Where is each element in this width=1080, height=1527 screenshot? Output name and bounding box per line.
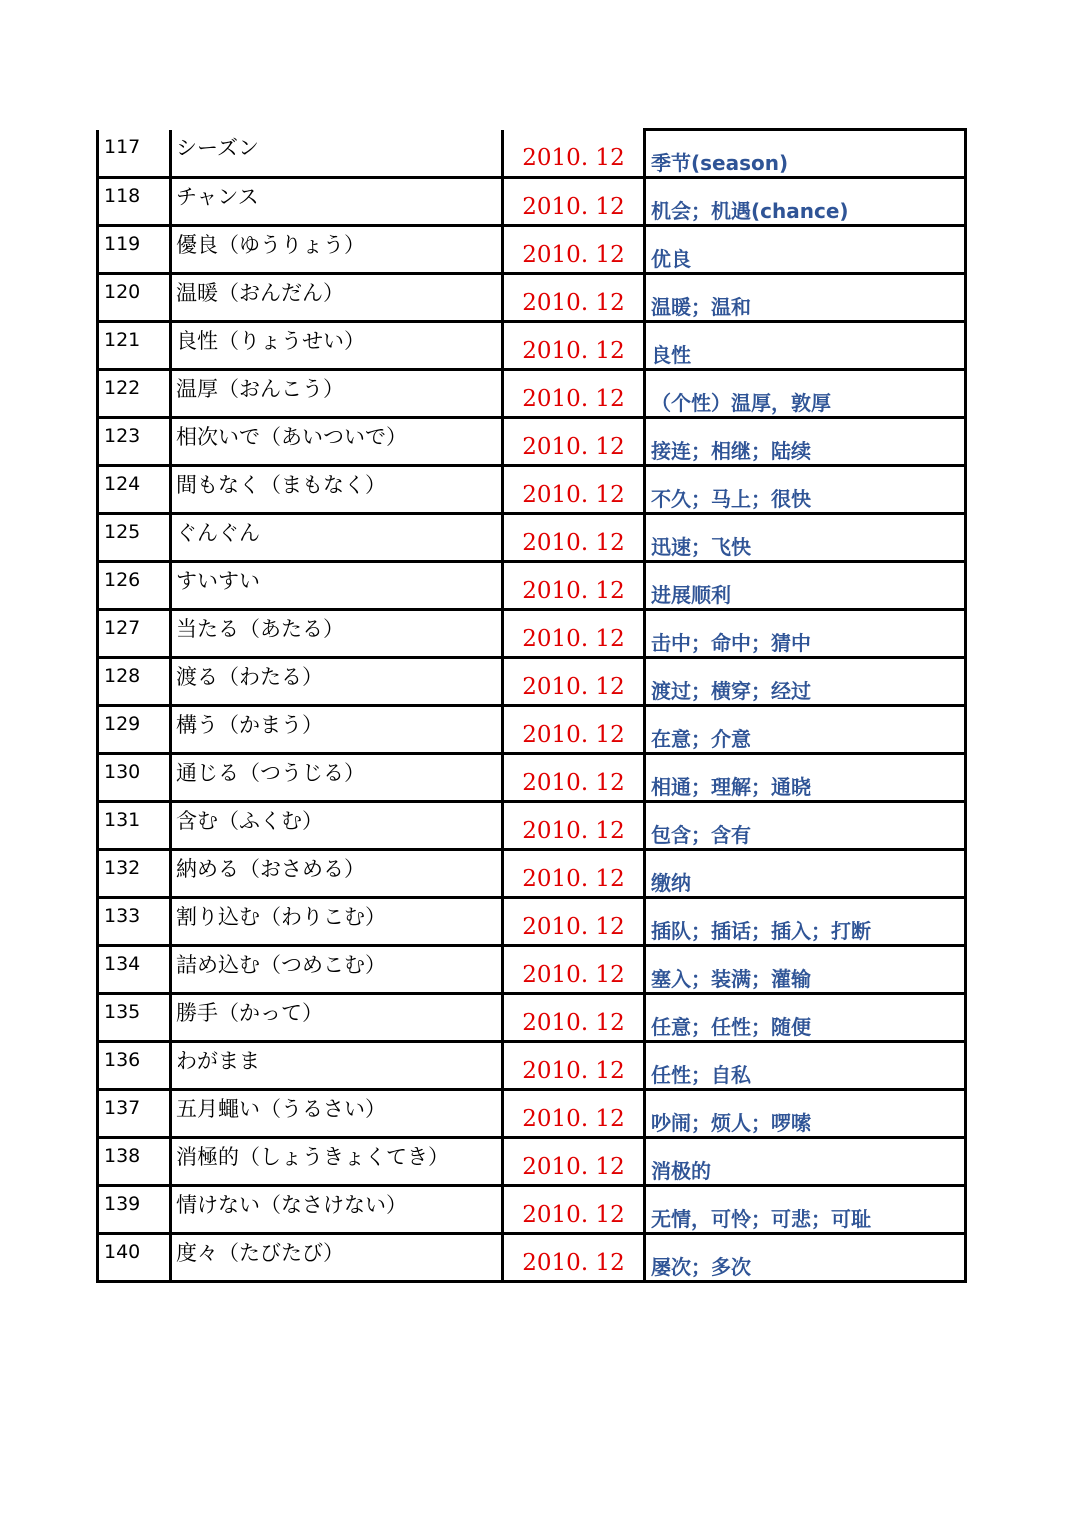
entry-date: 2010. 12 — [522, 770, 625, 796]
japanese-word-cell — [171, 1138, 503, 1186]
entry-number: 117 — [104, 135, 141, 158]
table-row — [98, 850, 966, 898]
entry-date: 2010. 12 — [522, 1106, 625, 1132]
entry-date: 2010. 12 — [522, 386, 625, 412]
japanese-word-cell — [171, 274, 503, 322]
chinese-meaning-cell — [645, 898, 966, 946]
japanese-word: 良性（りょうせい） — [176, 329, 365, 353]
entry-number: 136 — [104, 1049, 141, 1071]
chinese-meaning: 良性 — [651, 343, 691, 367]
japanese-word: 当たる（あたる） — [176, 617, 344, 641]
entry-number-cell — [98, 466, 171, 514]
entry-number: 122 — [104, 377, 141, 399]
date-cell — [503, 994, 645, 1042]
chinese-meaning: 接连；相继；陆续 — [651, 439, 811, 463]
japanese-word: 渡る（わたる） — [176, 665, 323, 689]
entry-number: 139 — [104, 1193, 141, 1215]
entry-number-cell — [98, 706, 171, 754]
date-cell — [503, 802, 645, 850]
table-row — [98, 1138, 966, 1186]
date-cell — [503, 946, 645, 994]
date-cell — [503, 562, 645, 610]
entry-date: 2010. 12 — [522, 578, 625, 604]
japanese-word: すいすい — [176, 569, 260, 593]
entry-number: 135 — [104, 1001, 141, 1023]
entry-number-cell — [98, 946, 171, 994]
date-cell — [503, 514, 645, 562]
entry-number-cell — [98, 370, 171, 418]
japanese-word-cell — [171, 658, 503, 706]
entry-date: 2010. 12 — [522, 194, 625, 220]
table-row — [98, 562, 966, 610]
japanese-word-cell — [171, 706, 503, 754]
entry-number-cell — [98, 898, 171, 946]
entry-date: 2010. 12 — [522, 482, 625, 508]
entry-number: 124 — [104, 473, 141, 495]
entry-date: 2010. 12 — [522, 242, 625, 268]
chinese-meaning-cell — [645, 466, 966, 514]
table-row — [98, 130, 966, 178]
chinese-meaning-cell — [645, 274, 966, 322]
table-row — [98, 802, 966, 850]
table-row — [98, 466, 966, 514]
japanese-word-cell — [171, 898, 503, 946]
chinese-meaning-cell — [645, 610, 966, 658]
table-row — [98, 178, 966, 226]
entry-number-cell — [98, 1042, 171, 1090]
entry-number-cell — [98, 802, 171, 850]
vocabulary-table-body — [98, 130, 966, 1282]
japanese-word-cell — [171, 178, 503, 226]
japanese-word-cell — [171, 514, 503, 562]
entry-number: 123 — [104, 425, 141, 447]
date-cell — [503, 322, 645, 370]
entry-number-cell — [98, 1090, 171, 1138]
date-cell — [503, 610, 645, 658]
entry-number-cell — [98, 610, 171, 658]
entry-number: 130 — [104, 761, 141, 783]
table-row — [98, 274, 966, 322]
entry-number: 137 — [104, 1097, 141, 1119]
entry-date: 2010. 12 — [522, 144, 625, 171]
entry-number: 134 — [104, 953, 141, 975]
chinese-meaning: 缴纳 — [651, 871, 691, 895]
entry-date: 2010. 12 — [522, 866, 625, 892]
chinese-meaning: 迅速；飞快 — [651, 535, 751, 559]
chinese-meaning-cell — [645, 1090, 966, 1138]
table-row — [98, 898, 966, 946]
table-row — [98, 370, 966, 418]
table-row — [98, 1042, 966, 1090]
chinese-meaning-cell — [645, 178, 966, 226]
japanese-word-cell — [171, 1186, 503, 1234]
entry-number: 132 — [104, 857, 141, 879]
chinese-meaning-cell — [645, 322, 966, 370]
japanese-word: チャンス — [176, 185, 259, 209]
entry-number: 131 — [104, 809, 141, 831]
chinese-meaning-cell — [645, 130, 966, 178]
entry-number-cell — [98, 754, 171, 802]
entry-number: 138 — [104, 1145, 141, 1167]
table-row — [98, 1234, 966, 1282]
chinese-meaning-cell — [645, 946, 966, 994]
entry-date: 2010. 12 — [522, 1154, 625, 1180]
chinese-meaning: 消极的 — [651, 1159, 711, 1183]
entry-number-cell — [98, 1234, 171, 1282]
chinese-meaning-cell — [645, 1186, 966, 1234]
japanese-word-cell — [171, 1042, 503, 1090]
chinese-meaning: 温暖；温和 — [651, 295, 751, 319]
chinese-meaning: 任意；任性；随便 — [651, 1015, 811, 1039]
japanese-word: 間もなく（まもなく） — [176, 473, 386, 497]
japanese-word: シーズン — [176, 135, 259, 160]
entry-number: 120 — [104, 281, 141, 303]
japanese-word: 通じる（つうじる） — [176, 761, 365, 785]
date-cell — [503, 370, 645, 418]
chinese-meaning: 在意；介意 — [651, 727, 751, 751]
japanese-word: わがまま — [176, 1049, 260, 1073]
entry-number-cell — [98, 514, 171, 562]
chinese-meaning-cell — [645, 850, 966, 898]
chinese-meaning: 包含；含有 — [651, 823, 751, 847]
entry-number: 126 — [104, 569, 141, 591]
japanese-word: 温厚（おんこう） — [176, 377, 344, 401]
japanese-word-cell — [171, 946, 503, 994]
date-cell — [503, 1138, 645, 1186]
japanese-word: 消極的（しょうきょくてき） — [176, 1145, 449, 1169]
japanese-word: 構う（かまう） — [176, 713, 323, 737]
chinese-meaning: 渡过；横穿；经过 — [651, 679, 811, 703]
chinese-meaning-cell — [645, 226, 966, 274]
date-cell — [503, 850, 645, 898]
chinese-meaning-cell — [645, 1234, 966, 1282]
entry-date: 2010. 12 — [522, 338, 625, 364]
chinese-meaning: 不久；马上；很快 — [651, 487, 811, 511]
japanese-word: 含む（ふくむ） — [176, 809, 323, 833]
entry-number-cell — [98, 1186, 171, 1234]
entry-number: 133 — [104, 905, 141, 927]
japanese-word: 詰め込む（つめこむ） — [176, 953, 386, 977]
entry-number: 128 — [104, 665, 141, 687]
date-cell — [503, 226, 645, 274]
entry-number-cell — [98, 418, 171, 466]
japanese-word-cell — [171, 418, 503, 466]
japanese-word-cell — [171, 562, 503, 610]
date-cell — [503, 1186, 645, 1234]
entry-date: 2010. 12 — [522, 1250, 625, 1276]
entry-date: 2010. 12 — [522, 914, 625, 940]
entry-number-cell — [98, 322, 171, 370]
table-row — [98, 754, 966, 802]
chinese-meaning-cell — [645, 514, 966, 562]
japanese-word-cell — [171, 322, 503, 370]
japanese-word: 情けない（なさけない） — [176, 1193, 407, 1217]
chinese-meaning-cell — [645, 1042, 966, 1090]
entry-number-cell — [98, 994, 171, 1042]
japanese-word: 納める（おさめる） — [176, 857, 365, 881]
chinese-meaning-cell — [645, 1138, 966, 1186]
entry-date: 2010. 12 — [522, 818, 625, 844]
japanese-word: 五月蠅い（うるさい） — [176, 1097, 386, 1121]
date-cell — [503, 1042, 645, 1090]
chinese-meaning-cell — [645, 418, 966, 466]
entry-number-cell — [98, 850, 171, 898]
table-row — [98, 658, 966, 706]
entry-number-cell — [98, 274, 171, 322]
japanese-word-cell — [171, 994, 503, 1042]
table-row — [98, 994, 966, 1042]
chinese-meaning: 塞入；装满；灌输 — [651, 967, 811, 991]
entry-number-cell — [98, 178, 171, 226]
entry-number: 119 — [104, 233, 141, 255]
date-cell — [503, 418, 645, 466]
entry-date: 2010. 12 — [522, 1202, 625, 1228]
table-row — [98, 706, 966, 754]
chinese-meaning: 插队；插话；插入；打断 — [651, 919, 871, 943]
chinese-meaning: 击中；命中；猜中 — [651, 631, 811, 655]
date-cell — [503, 898, 645, 946]
japanese-word-cell — [171, 130, 503, 178]
chinese-meaning: （个性）温厚，敦厚 — [651, 391, 831, 415]
japanese-word-cell — [171, 466, 503, 514]
date-cell — [503, 178, 645, 226]
chinese-meaning: 无情，可怜；可悲；可耻 — [651, 1207, 871, 1231]
table-row — [98, 226, 966, 274]
japanese-word-cell — [171, 850, 503, 898]
entry-number-cell — [98, 562, 171, 610]
chinese-meaning: 机会；机遇(chance) — [651, 199, 849, 223]
japanese-word: ぐんぐん — [176, 521, 260, 545]
entry-number-cell — [98, 1138, 171, 1186]
date-cell — [503, 1234, 645, 1282]
entry-number: 129 — [104, 713, 141, 735]
date-cell — [503, 466, 645, 514]
japanese-word-cell — [171, 1234, 503, 1282]
japanese-word: 度々（たびたび） — [176, 1241, 344, 1265]
chinese-meaning: 进展顺利 — [651, 583, 731, 607]
chinese-meaning-cell — [645, 802, 966, 850]
japanese-word-cell — [171, 754, 503, 802]
entry-date: 2010. 12 — [522, 626, 625, 652]
japanese-word: 相次いで（あいついで） — [176, 425, 407, 449]
chinese-meaning-cell — [645, 370, 966, 418]
chinese-meaning: 任性；自私 — [651, 1063, 751, 1087]
vocabulary-table — [96, 128, 967, 1283]
japanese-word-cell — [171, 610, 503, 658]
vocabulary-sheet — [96, 128, 960, 1283]
entry-number: 140 — [104, 1241, 141, 1263]
date-cell — [503, 130, 645, 178]
entry-number: 118 — [104, 185, 141, 207]
japanese-word: 勝手（かって） — [176, 1001, 323, 1025]
chinese-meaning-cell — [645, 994, 966, 1042]
date-cell — [503, 274, 645, 322]
entry-date: 2010. 12 — [522, 722, 625, 748]
entry-number: 127 — [104, 617, 141, 639]
japanese-word-cell — [171, 370, 503, 418]
chinese-meaning: 吵闹；烦人；啰嗦 — [651, 1111, 811, 1135]
entry-date: 2010. 12 — [522, 434, 625, 460]
entry-number: 121 — [104, 329, 141, 351]
table-row — [98, 1186, 966, 1234]
entry-number-cell — [98, 658, 171, 706]
japanese-word: 温暖（おんだん） — [176, 281, 344, 305]
date-cell — [503, 754, 645, 802]
japanese-word-cell — [171, 1090, 503, 1138]
date-cell — [503, 1090, 645, 1138]
chinese-meaning-cell — [645, 562, 966, 610]
japanese-word-cell — [171, 226, 503, 274]
chinese-meaning-cell — [645, 706, 966, 754]
table-row — [98, 610, 966, 658]
chinese-meaning-cell — [645, 754, 966, 802]
chinese-meaning: 季节(season) — [651, 151, 789, 175]
chinese-meaning-cell — [645, 658, 966, 706]
chinese-meaning: 屡次；多次 — [651, 1255, 751, 1279]
japanese-word: 優良（ゆうりょう） — [176, 233, 365, 257]
chinese-meaning: 相通；理解；通晓 — [651, 775, 811, 799]
japanese-word: 割り込む（わりこむ） — [176, 905, 386, 929]
entry-number-cell — [98, 226, 171, 274]
table-row — [98, 514, 966, 562]
table-row — [98, 1090, 966, 1138]
entry-date: 2010. 12 — [522, 1058, 625, 1084]
entry-date: 2010. 12 — [522, 962, 625, 988]
date-cell — [503, 706, 645, 754]
entry-number-cell — [98, 130, 171, 178]
table-row — [98, 322, 966, 370]
table-row — [98, 946, 966, 994]
entry-date: 2010. 12 — [522, 290, 625, 316]
entry-number: 125 — [104, 521, 141, 543]
entry-date: 2010. 12 — [522, 674, 625, 700]
chinese-meaning: 优良 — [651, 247, 691, 271]
date-cell — [503, 658, 645, 706]
table-row — [98, 418, 966, 466]
entry-date: 2010. 12 — [522, 530, 625, 556]
japanese-word-cell — [171, 802, 503, 850]
entry-date: 2010. 12 — [522, 1010, 625, 1036]
